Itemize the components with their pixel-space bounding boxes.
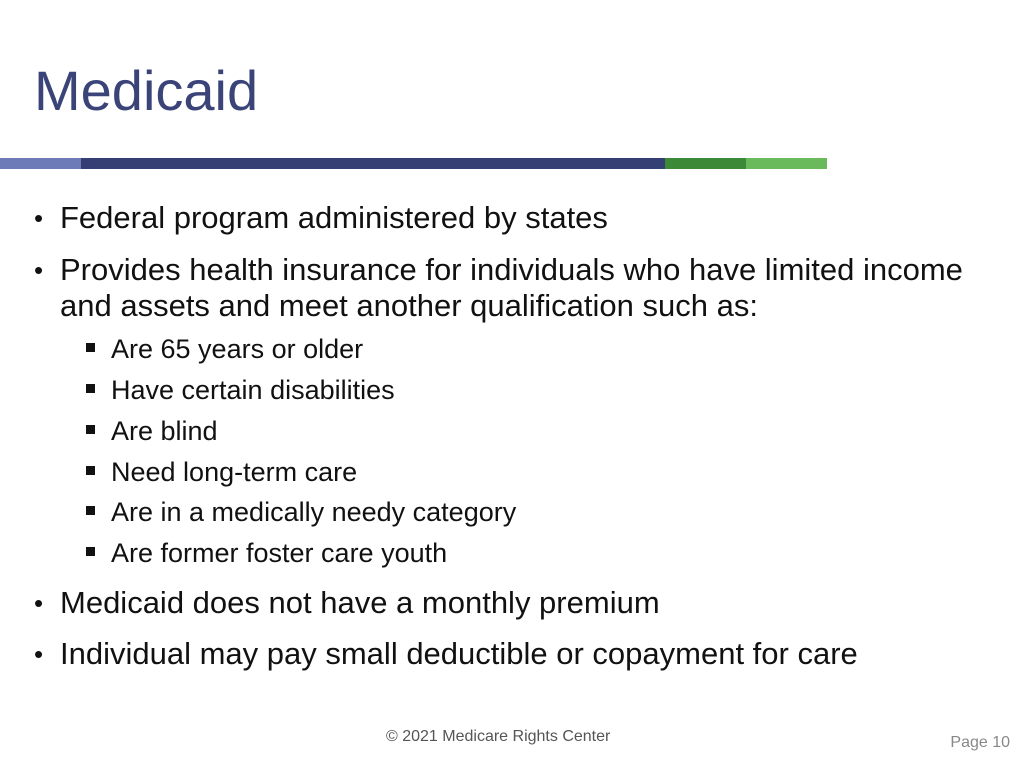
title-accent-bar [0,158,827,169]
accent-segment-dark-green [665,158,746,169]
bullet-text: Individual may pay small deductible or copayment for care [60,636,858,671]
sub-bullet-item [86,537,966,569]
bullet-dot-icon: • [34,255,44,285]
sub-bullet-text: Have certain disabilities [111,375,395,405]
sub-bullet-item [86,415,966,447]
square-bullet-icon [86,384,95,393]
copyright-text: © 2021 Medicare Rights Center [386,728,611,745]
bullet-text: Medicaid does not have a monthly premium [60,585,660,620]
square-bullet-icon [86,343,95,352]
bullet-item [34,585,964,621]
square-bullet-icon [86,466,95,475]
sub-bullet-text: Need long-term care [111,457,358,487]
sub-bullet-item [86,496,966,528]
sub-bullet-text: Are former foster care youth [111,538,448,568]
sub-bullet-text: Are in a medically needy category [111,497,517,527]
bullet-dot-icon: • [34,203,44,233]
sub-bullet-item [86,374,966,406]
bullet-item [34,200,964,236]
sub-bullet-item [86,456,966,488]
bullet-text: Provides health insurance for individuals who have limited income and assets and meet another qualification such as: [60,252,963,323]
square-bullet-icon [86,547,95,556]
bullet-item [34,636,964,672]
sub-bullet-text: Are blind [111,416,218,446]
bullet-dot-icon: • [34,588,44,618]
bullet-text: Federal program administered by states [60,200,608,235]
bullet-item [34,252,964,324]
accent-segment-navy [81,158,665,169]
sub-bullet-item [86,333,966,365]
slide-footer [0,728,1010,752]
slide-title: Medicaid [34,59,259,122]
accent-segment-light-blue [0,158,81,169]
page-number: Page 10 [950,734,1010,751]
bullet-dot-icon: • [34,639,44,669]
accent-segment-light-green [746,158,827,169]
square-bullet-icon [86,506,95,515]
square-bullet-icon [86,425,95,434]
sub-bullet-text: Are 65 years or older [111,334,364,364]
